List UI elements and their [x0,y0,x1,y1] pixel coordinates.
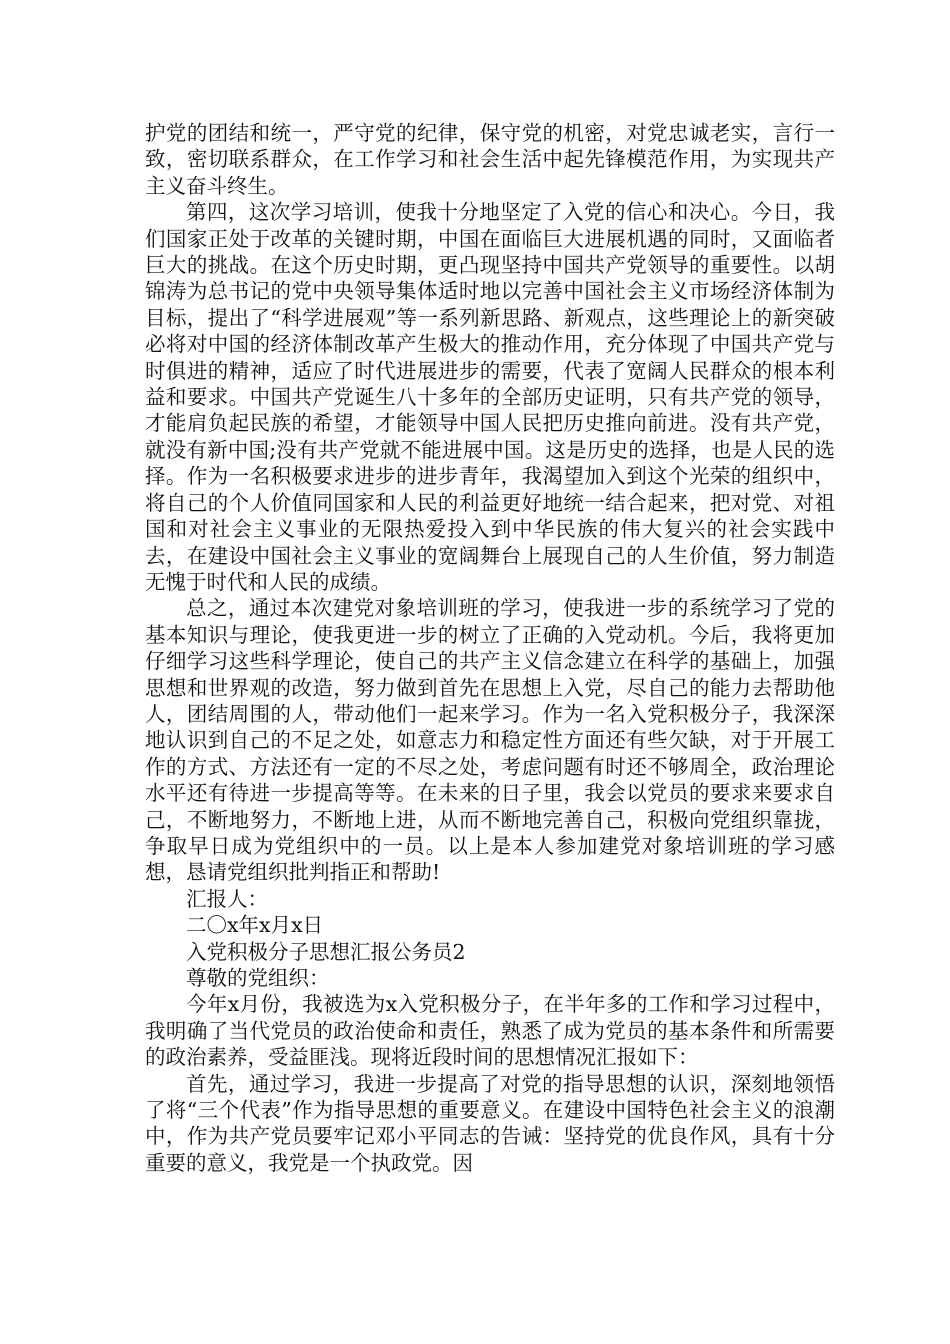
paragraph-introduction: 今年x月份，我被选为x入党积极分子，在半年多的工作和学习过程中，我明确了当代党员的政治使命和责任，熟悉了成为党员的基本条件和所需要的政治素养，受益匪浅。现将近段时间的思想情况汇报如下： [145,992,835,1070]
document-body [145,120,835,1176]
report-date: 二〇x年x月x日 [186,913,324,938]
paragraph-conclusion: 总之，通过本次建党对象培训班的学习，使我进一步的系统学习了党的基本知识与理论，使我更进一步的树立了正确的入党动机。今后，我将更加仔细学习这些科学理论，使自己的共产主义信念建立在科学的基础上，加强思想和世界观的改造，努力做到首先在思想上入党，尽自己的能力去帮助他人，团结周围的人，带动他们一起来学习。作为一名入党积极分子，我深深地认识到自己的不足之处，如意志力和稳定性方面还有些欠缺，对于开展工作的方式、方法还有一定的不尽之处，考虑问题有时还不够周全，政治理论水平还有待进一步提高等等。在未来的日子里，我会以党员的要求来要求自己，不断地努力，不断地上进，从而不断地完善自己，积极向党组织靠拢，争取早日成为党组织中的一员。以上是本人参加建党对象培训班的学习感想，恳请党组织批判指正和帮助! [145,596,835,885]
paragraph-fourth-point: 第四，这次学习培训，使我十分地坚定了入党的信心和决心。今日，我们国家正处于改革的关键时期，中国在面临巨大进展机遇的同时，又面临者巨大的挑战。在这个历史时期，更凸现坚持中国共产党领导的重要性。以胡锦涛为总书记的党中央领导集体适时地以完善中国社会主义市场经济体制为目标，提出了“科学进展观”等一系列新思路、新观点，这些理论上的新突破必将对中国的经济体制改革产生极大的推动作用，充分体现了中国共产党与时俱进的精神，适应了时代进展进步的需要，代表了宽阔人民群众的根本利益和要求。中国共产党诞生八十多年的全部历史证明，只有共产党的领导，才能肩负起民族的希望，才能领导中国人民把历史推向前进。没有共产党，就没有新中国;没有共产党就不能进展中国。这是历史的选择，也是人民的选择。作为一名积极要求进步的进步青年，我渴望加入到这个光荣的组织中，将自己的个人价值同国家和人民的利益更好地统一结合起来，把对党、对祖国和对社会主义事业的无限热爱投入到中华民族的伟大复兴的社会实践中去，在建设中国社会主义事业的宽阔舞台上展现自己的人生价值，努力制造无愧于时代和人民的成绩。 [145,200,835,594]
reporter-label: 汇报人： [186,886,268,911]
section-title: 入党积极分子思想汇报公务员2 [186,939,466,964]
paragraph-first-point: 首先，通过学习，我进一步提高了对党的指导思想的认识，深刻地领悟了将“三个代表”作为指导思想的重要意义。在建设中国特色社会主义的浪潮中，作为共产党员要牢记邓小平同志的告诫：坚持党的优良作风，具有十分重要的意义，我党是一个执政党。因 [145,1071,835,1175]
paragraph-continuation: 护党的团结和统一，严守党的纪律，保守党的机密，对党忠诚老实，言行一致，密切联系群众，在工作学习和社会生活中起先锋模范作用，为实现共产主义奋斗终生。 [145,121,835,198]
salutation: 尊敬的党组织： [186,966,330,990]
